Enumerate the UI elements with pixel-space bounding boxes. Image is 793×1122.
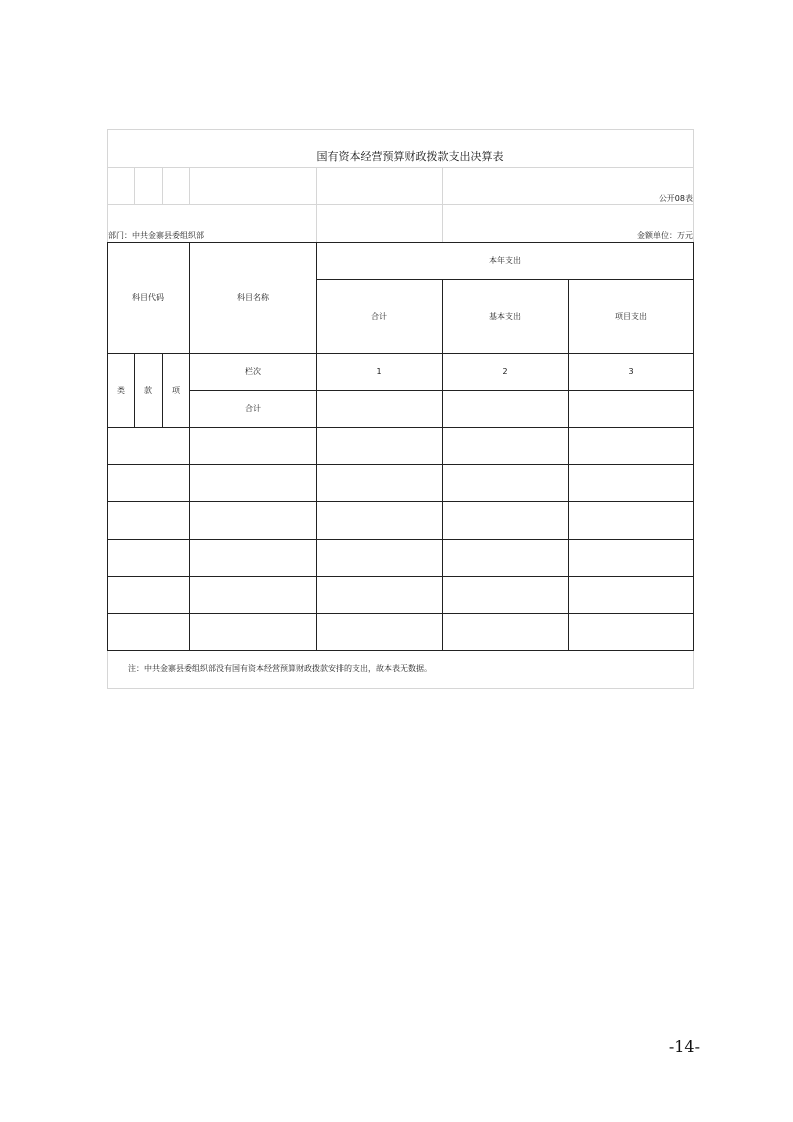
grid-line-v2 [162, 167, 163, 204]
header-subject-code: 科目代码 [132, 293, 164, 302]
table-line-kuan-left [134, 353, 135, 428]
header-total: 合计 [371, 312, 387, 321]
grid-line-title-bottom [107, 167, 694, 168]
outer-border-bottom [107, 688, 694, 689]
column-index-2: 2 [502, 367, 508, 376]
header-basic-expense: 基本支出 [489, 312, 521, 321]
table-line-row2-bottom [107, 501, 694, 502]
table-title: 国有资本经营预算财政拨款支出决算表 [316, 150, 504, 163]
table-line-row4-bottom [107, 576, 694, 577]
grid-line-v5 [442, 167, 443, 242]
header-lei: 类 [117, 386, 125, 395]
grid-line-v1 [134, 167, 135, 204]
column-index-1: 1 [376, 367, 382, 376]
table-border-left [107, 242, 108, 651]
column-index-label: 栏次 [245, 367, 261, 376]
table-border-top [107, 242, 694, 243]
header-subject-name: 科目名称 [237, 293, 269, 302]
column-index-3: 3 [628, 367, 634, 376]
table-line-row3-bottom [107, 539, 694, 540]
table-line-row5-bottom [107, 613, 694, 614]
table-number: 公开08表 [658, 194, 693, 203]
table-border-right [693, 242, 694, 651]
header-project-expense: 项目支出 [615, 312, 647, 321]
table-border-bottom [107, 650, 694, 651]
table-line-name-left [189, 242, 190, 651]
table-line-row1-bottom [107, 464, 694, 465]
header-kuan: 款 [144, 386, 152, 395]
outer-border-top [107, 129, 694, 130]
grid-line-v3 [189, 167, 190, 204]
header-xiang: 项 [172, 386, 180, 395]
table-line-xiang-left [162, 353, 163, 428]
unit-label: 金额单位：万元 [637, 231, 693, 240]
table-line-current-year-bottom [316, 279, 694, 280]
table-line-project-left [568, 279, 569, 651]
table-line-basic-left [442, 279, 443, 651]
grid-line-v4 [316, 167, 317, 242]
total-row-label: 合计 [245, 404, 261, 413]
table-line-total-row-bottom [107, 427, 694, 428]
table-note: 注：中共金寨县委组织部没有国有资本经营预算财政拨款安排的支出，故本表无数据。 [128, 664, 432, 673]
table-line-header-bottom [107, 353, 694, 354]
table-line-total-left [316, 242, 317, 651]
grid-line-row2-bottom [107, 204, 694, 205]
page-number: -14- [668, 1037, 700, 1056]
header-current-year-expense: 本年支出 [489, 256, 521, 265]
department-label: 部门：中共金寨县委组织部 [108, 231, 204, 240]
